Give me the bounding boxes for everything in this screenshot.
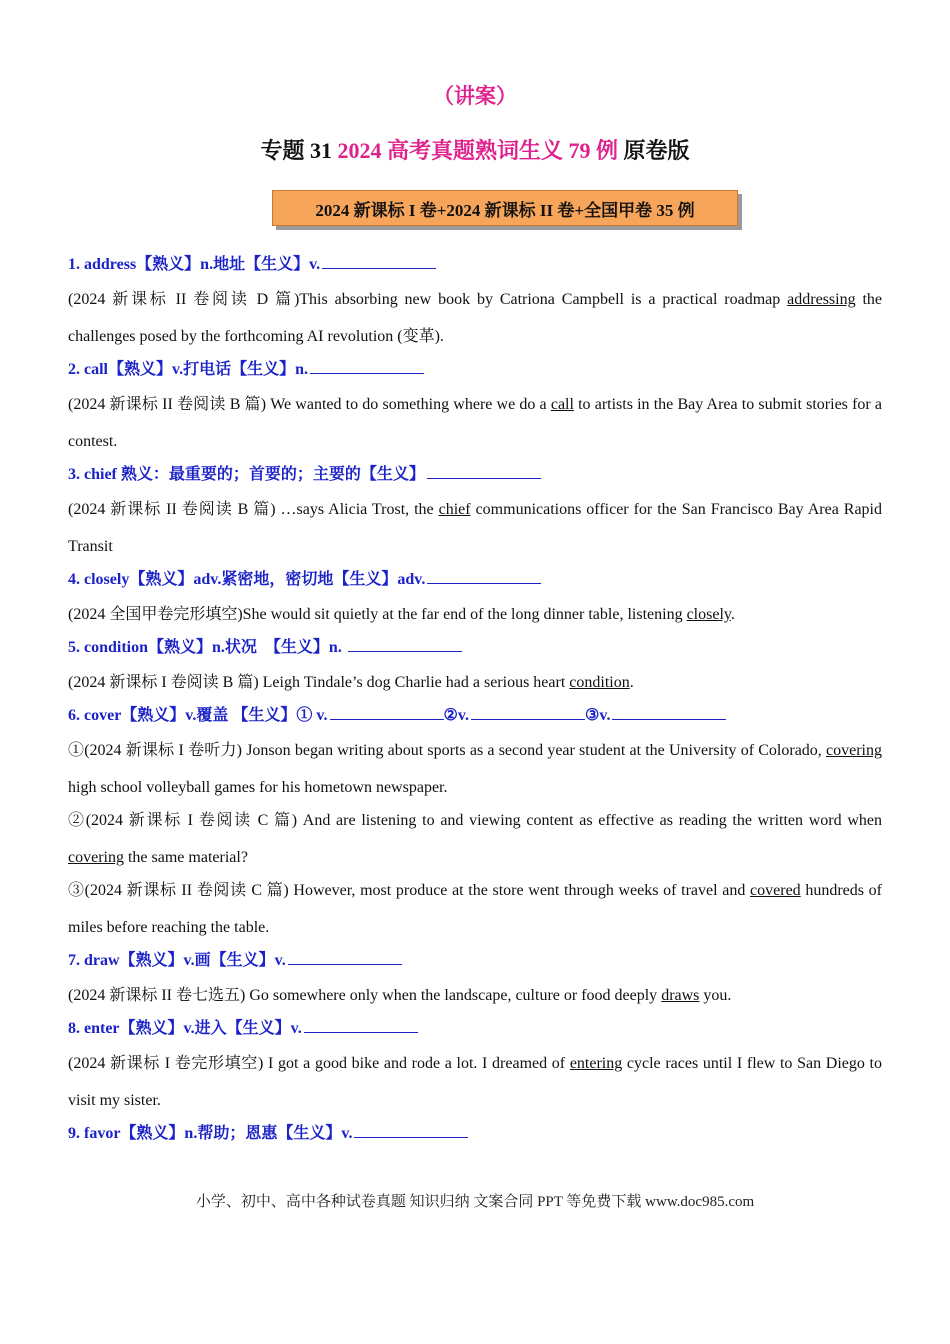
answer-blank[interactable] bbox=[427, 569, 541, 584]
example-text: to artists in the Bay Area to submit stories for a contest. bbox=[68, 396, 882, 450]
target-word: entering bbox=[569, 1055, 623, 1072]
answer-blank[interactable] bbox=[354, 1123, 468, 1138]
section-banner: 2024 新课标 I 卷+2024 新课标 II 卷+全国甲卷 35 例 bbox=[272, 190, 738, 226]
heading-text: ②v. bbox=[443, 707, 470, 724]
target-word: call bbox=[550, 396, 574, 413]
entry-heading bbox=[68, 635, 882, 661]
entry-heading bbox=[68, 252, 882, 278]
example-text: the same material? bbox=[123, 849, 248, 866]
example-text: (2024 新课标 II 卷七选五) Go somewhere only when the landscape, culture or food deeply bbox=[68, 987, 662, 1004]
title-prefix: 专题 31 bbox=[260, 138, 338, 163]
example-text: . bbox=[629, 674, 634, 691]
example-text: the challenges posed by the forthcoming AI revolution (变革). bbox=[68, 291, 883, 345]
target-word: condition bbox=[569, 674, 630, 691]
example-sentence bbox=[68, 732, 882, 806]
example-text: (2024 新课标 II 卷阅读 B 篇) We wanted to do something where we do a bbox=[68, 396, 551, 413]
heading-text: 7. draw【熟义】v.画【生义】v. bbox=[68, 952, 286, 969]
example-text: communications officer for the San Francisco Bay Area Rapid Transit bbox=[68, 501, 882, 555]
target-word: draws bbox=[661, 987, 700, 1004]
example-text: ③(2024 新课标 II 卷阅读 C 篇) However, most produce at the store went through weeks of travel and bbox=[68, 882, 751, 899]
heading-text: 4. closely【熟义】adv.紧密地，密切地【生义】adv. bbox=[68, 571, 426, 588]
target-word: chief bbox=[438, 501, 471, 518]
entry-heading bbox=[68, 567, 882, 593]
target-word: addressing bbox=[787, 291, 856, 308]
heading-text: 2. call【熟义】v.打电话【生义】n. bbox=[68, 361, 309, 378]
heading-text: ③v. bbox=[585, 707, 611, 724]
subtitle: （讲案） bbox=[433, 84, 517, 108]
answer-blank[interactable] bbox=[304, 1018, 418, 1033]
heading-text: 5. condition【熟义】n.状况 【生义】n. bbox=[68, 639, 346, 656]
example-text: ②(2024 新课标 I 卷阅读 C 篇) And are listening to and viewing content as effective as reading the written word when bbox=[68, 812, 882, 829]
heading-text: 6. cover【熟义】v.覆盖 【生义】① v. bbox=[68, 707, 328, 724]
title-suffix: 原卷版 bbox=[618, 138, 690, 163]
example-text: (2024 新课标 I 卷完形填空) I got a good bike and rode a lot. I dreamed of bbox=[68, 1055, 570, 1072]
answer-blank[interactable] bbox=[288, 950, 402, 965]
page-title bbox=[0, 134, 950, 165]
entry-heading bbox=[68, 1016, 882, 1042]
entry-heading bbox=[68, 1121, 882, 1147]
example-text: ①(2024 新课标 I 卷听力) Jonson began writing about sports as a second year student at the University of Colorado, bbox=[68, 742, 827, 759]
example-sentence bbox=[68, 802, 882, 876]
example-text: hundreds of miles before reaching the table. bbox=[68, 882, 883, 936]
entry-heading bbox=[68, 948, 882, 974]
heading-text: 8. enter【熟义】v.进入【生义】v. bbox=[68, 1020, 302, 1037]
title-highlight: 2024 高考真题熟词生义 79 例 bbox=[337, 138, 618, 163]
example-sentence bbox=[68, 1045, 882, 1119]
answer-blank[interactable] bbox=[330, 705, 444, 720]
heading-text: 3. chief 熟义：最重要的；首要的；主要的【生义】 bbox=[68, 466, 425, 483]
example-sentence bbox=[68, 281, 882, 355]
footer: 小学、初中、高中各种试卷真题 知识归纳 文案合同 PPT 等免费下载 www.doc985.com bbox=[195, 1194, 755, 1210]
entry-heading bbox=[68, 357, 882, 383]
answer-blank[interactable] bbox=[310, 359, 424, 374]
target-word: closely bbox=[686, 606, 731, 623]
entry-list bbox=[68, 252, 882, 1156]
answer-blank[interactable] bbox=[348, 637, 462, 652]
example-sentence bbox=[68, 872, 882, 946]
example-sentence bbox=[68, 491, 882, 565]
target-word: covering bbox=[68, 849, 124, 866]
entry-heading bbox=[68, 703, 882, 729]
heading-text: 9. favor【熟义】n.帮助；恩惠【生义】v. bbox=[68, 1125, 353, 1142]
example-text: high school volleyball games for his hometown newspaper. bbox=[68, 779, 448, 796]
example-sentence bbox=[68, 596, 882, 633]
example-text: cycle races until I flew to San Diego to visit my sister. bbox=[68, 1055, 882, 1109]
answer-blank[interactable] bbox=[427, 464, 541, 479]
example-sentence bbox=[68, 977, 882, 1014]
answer-blank[interactable] bbox=[471, 705, 585, 720]
entry-heading bbox=[68, 462, 882, 488]
example-text: (2024 新课标 II 卷阅读 B 篇) …says Alicia Trost, the bbox=[68, 501, 439, 518]
heading-text: 1. address【熟义】n.地址【生义】v. bbox=[68, 256, 321, 273]
example-text: . bbox=[730, 606, 735, 623]
target-word: covered bbox=[750, 882, 801, 899]
example-sentence bbox=[68, 386, 882, 460]
answer-blank[interactable] bbox=[612, 705, 726, 720]
example-text: (2024 新课标 II 卷阅读 D 篇)This absorbing new book by Catriona Campbell is a practical roadmap bbox=[68, 291, 788, 308]
example-text: (2024 全国甲卷完形填空)She would sit quietly at the far end of the long dinner table, listening bbox=[68, 606, 687, 623]
example-text: you. bbox=[699, 987, 732, 1004]
answer-blank[interactable] bbox=[322, 254, 436, 269]
example-sentence bbox=[68, 664, 882, 701]
target-word: covering bbox=[826, 742, 882, 759]
example-text: (2024 新课标 I 卷阅读 B 篇) Leigh Tindale’s dog Charlie had a serious heart bbox=[68, 674, 570, 691]
